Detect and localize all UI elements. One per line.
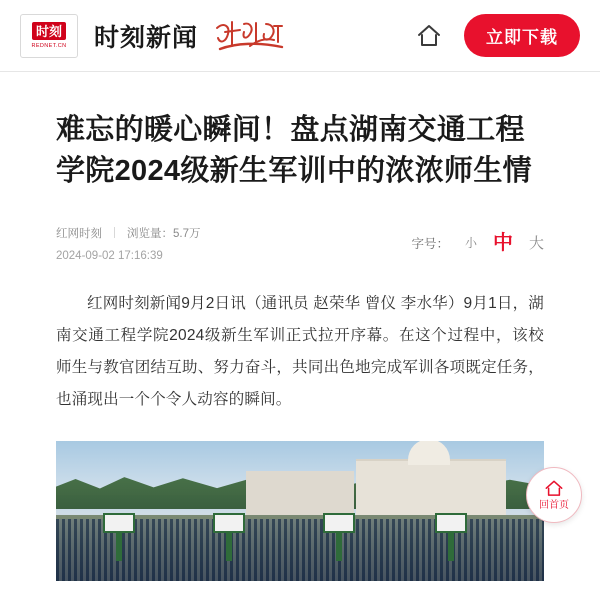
home-icon xyxy=(543,479,565,499)
meta-divider xyxy=(114,227,115,238)
font-size-control xyxy=(411,233,544,253)
article-paragraph: 红网时刻新闻9月2日讯（通讯员 赵荣华 曾仪 李水华）9月1日，湖南交通工程学院2024级新生军训正式拉开序幕。在这个过程中，该校师生与教官团结互助、努力奋斗，共同出色地完成军训各项既定任务，也涌现出一个个令人动容的瞬间。 xyxy=(56,295,545,408)
font-size-label: 字号： xyxy=(411,237,449,252)
photo-building-left xyxy=(246,471,354,519)
back-to-home-label: 回首页 xyxy=(539,500,569,511)
home-icon[interactable] xyxy=(412,19,446,53)
article-source: 红网时刻 xyxy=(56,227,102,240)
article-datetime: 2024-09-02 17:16:39 xyxy=(56,249,163,262)
page-title: 难忘的暖心瞬间！盘点湖南交通工程学院2024级新生军训中的浓浓师生情 xyxy=(56,114,532,188)
article-container xyxy=(0,110,600,581)
logo-domain-text: REDNET.CN xyxy=(31,43,67,49)
site-title: 时刻新闻 xyxy=(94,23,199,52)
article-meta xyxy=(56,226,544,260)
meta-source-line xyxy=(56,225,201,241)
site-header xyxy=(0,0,600,72)
rednet-logo[interactable] xyxy=(20,14,78,58)
photo-basketball-hoop xyxy=(226,513,232,561)
article-photo xyxy=(56,441,544,581)
photo-building-dome xyxy=(356,459,506,521)
font-size-large-option[interactable]: 大 xyxy=(528,234,544,252)
meta-left-block xyxy=(56,225,201,262)
photo-basketball-hoop xyxy=(336,513,342,561)
calligraphy-signature-icon xyxy=(212,16,290,56)
photo-basketball-hoop xyxy=(116,513,122,561)
logo-mark-text: 时刻 xyxy=(32,22,66,40)
article-views: 浏览量：5.7万 xyxy=(127,227,201,240)
download-app-button[interactable]: 立即下载 xyxy=(464,14,580,57)
back-to-home-button[interactable] xyxy=(526,467,582,523)
font-size-medium-option[interactable]: 中 xyxy=(492,232,513,255)
font-size-small-option[interactable]: 小 xyxy=(464,236,477,251)
photo-basketball-hoop xyxy=(448,513,454,561)
